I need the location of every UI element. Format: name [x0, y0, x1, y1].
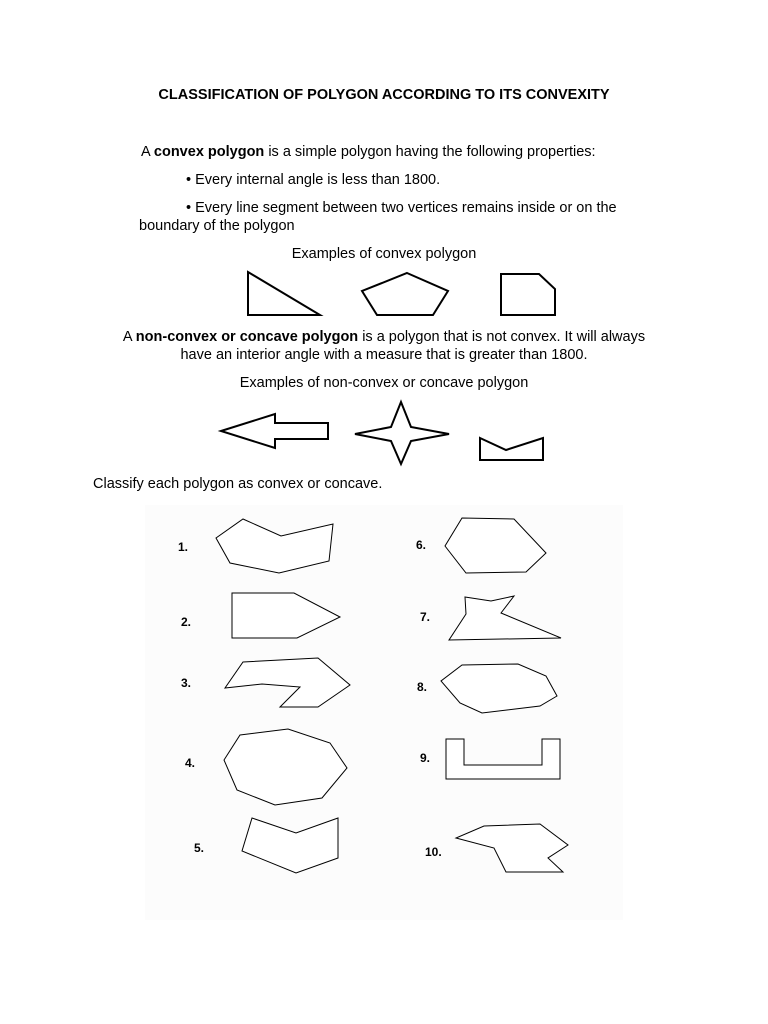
- convex-examples-label: Examples of convex polygon: [291, 246, 477, 262]
- item-label-6: 6.: [416, 538, 427, 552]
- item-label-9: 9.: [420, 751, 431, 765]
- polygon-1: [216, 519, 333, 573]
- item-label-1: 1.: [178, 540, 189, 554]
- convex-bullet-1: • Every internal angle is less than 1800.: [186, 172, 441, 188]
- polygon-8: [441, 664, 557, 713]
- item-label-2: 2.: [181, 615, 192, 629]
- concave-examples-label: Examples of non-convex or concave polygon: [239, 375, 529, 391]
- polygon-3: [225, 658, 350, 707]
- page-title: CLASSIFICATION OF POLYGON ACCORDING TO ITS CONVEXITY: [158, 87, 610, 103]
- concave-definition-line-2: have an interior angle with a measure that is greater than 1800.: [180, 347, 588, 363]
- item-label-3: 3.: [181, 676, 192, 690]
- polygon-10: [456, 824, 568, 872]
- convex-term: convex polygon: [153, 144, 265, 160]
- item-label-4: 4.: [185, 756, 196, 770]
- convex-bullet-2-line-1: • Every line segment between two vertices remains inside or on the: [186, 200, 617, 216]
- polygon-2: [232, 593, 340, 638]
- item-label-7: 7.: [420, 610, 431, 624]
- polygon-7: [449, 596, 561, 640]
- polygon-5: [242, 818, 338, 873]
- polygon-4: [224, 729, 347, 805]
- polygon-9: [446, 739, 560, 779]
- item-label-5: 5.: [194, 841, 205, 855]
- concave-term: non-convex or concave polygon: [135, 329, 359, 345]
- item-label-8: 8.: [417, 680, 428, 694]
- convex-bullet-2-line-2: boundary of the polygon: [139, 218, 295, 234]
- exercise-instruction: Classify each polygon as convex or concave.: [93, 476, 383, 492]
- polygon-6: [445, 518, 546, 573]
- concave-definition-line-1: A non-convex or concave polygon is a polygon that is not convex. It will always: [122, 329, 646, 345]
- item-label-10: 10.: [425, 845, 442, 859]
- convex-definition: A convex polygon is a simple polygon having the following properties:: [141, 144, 596, 160]
